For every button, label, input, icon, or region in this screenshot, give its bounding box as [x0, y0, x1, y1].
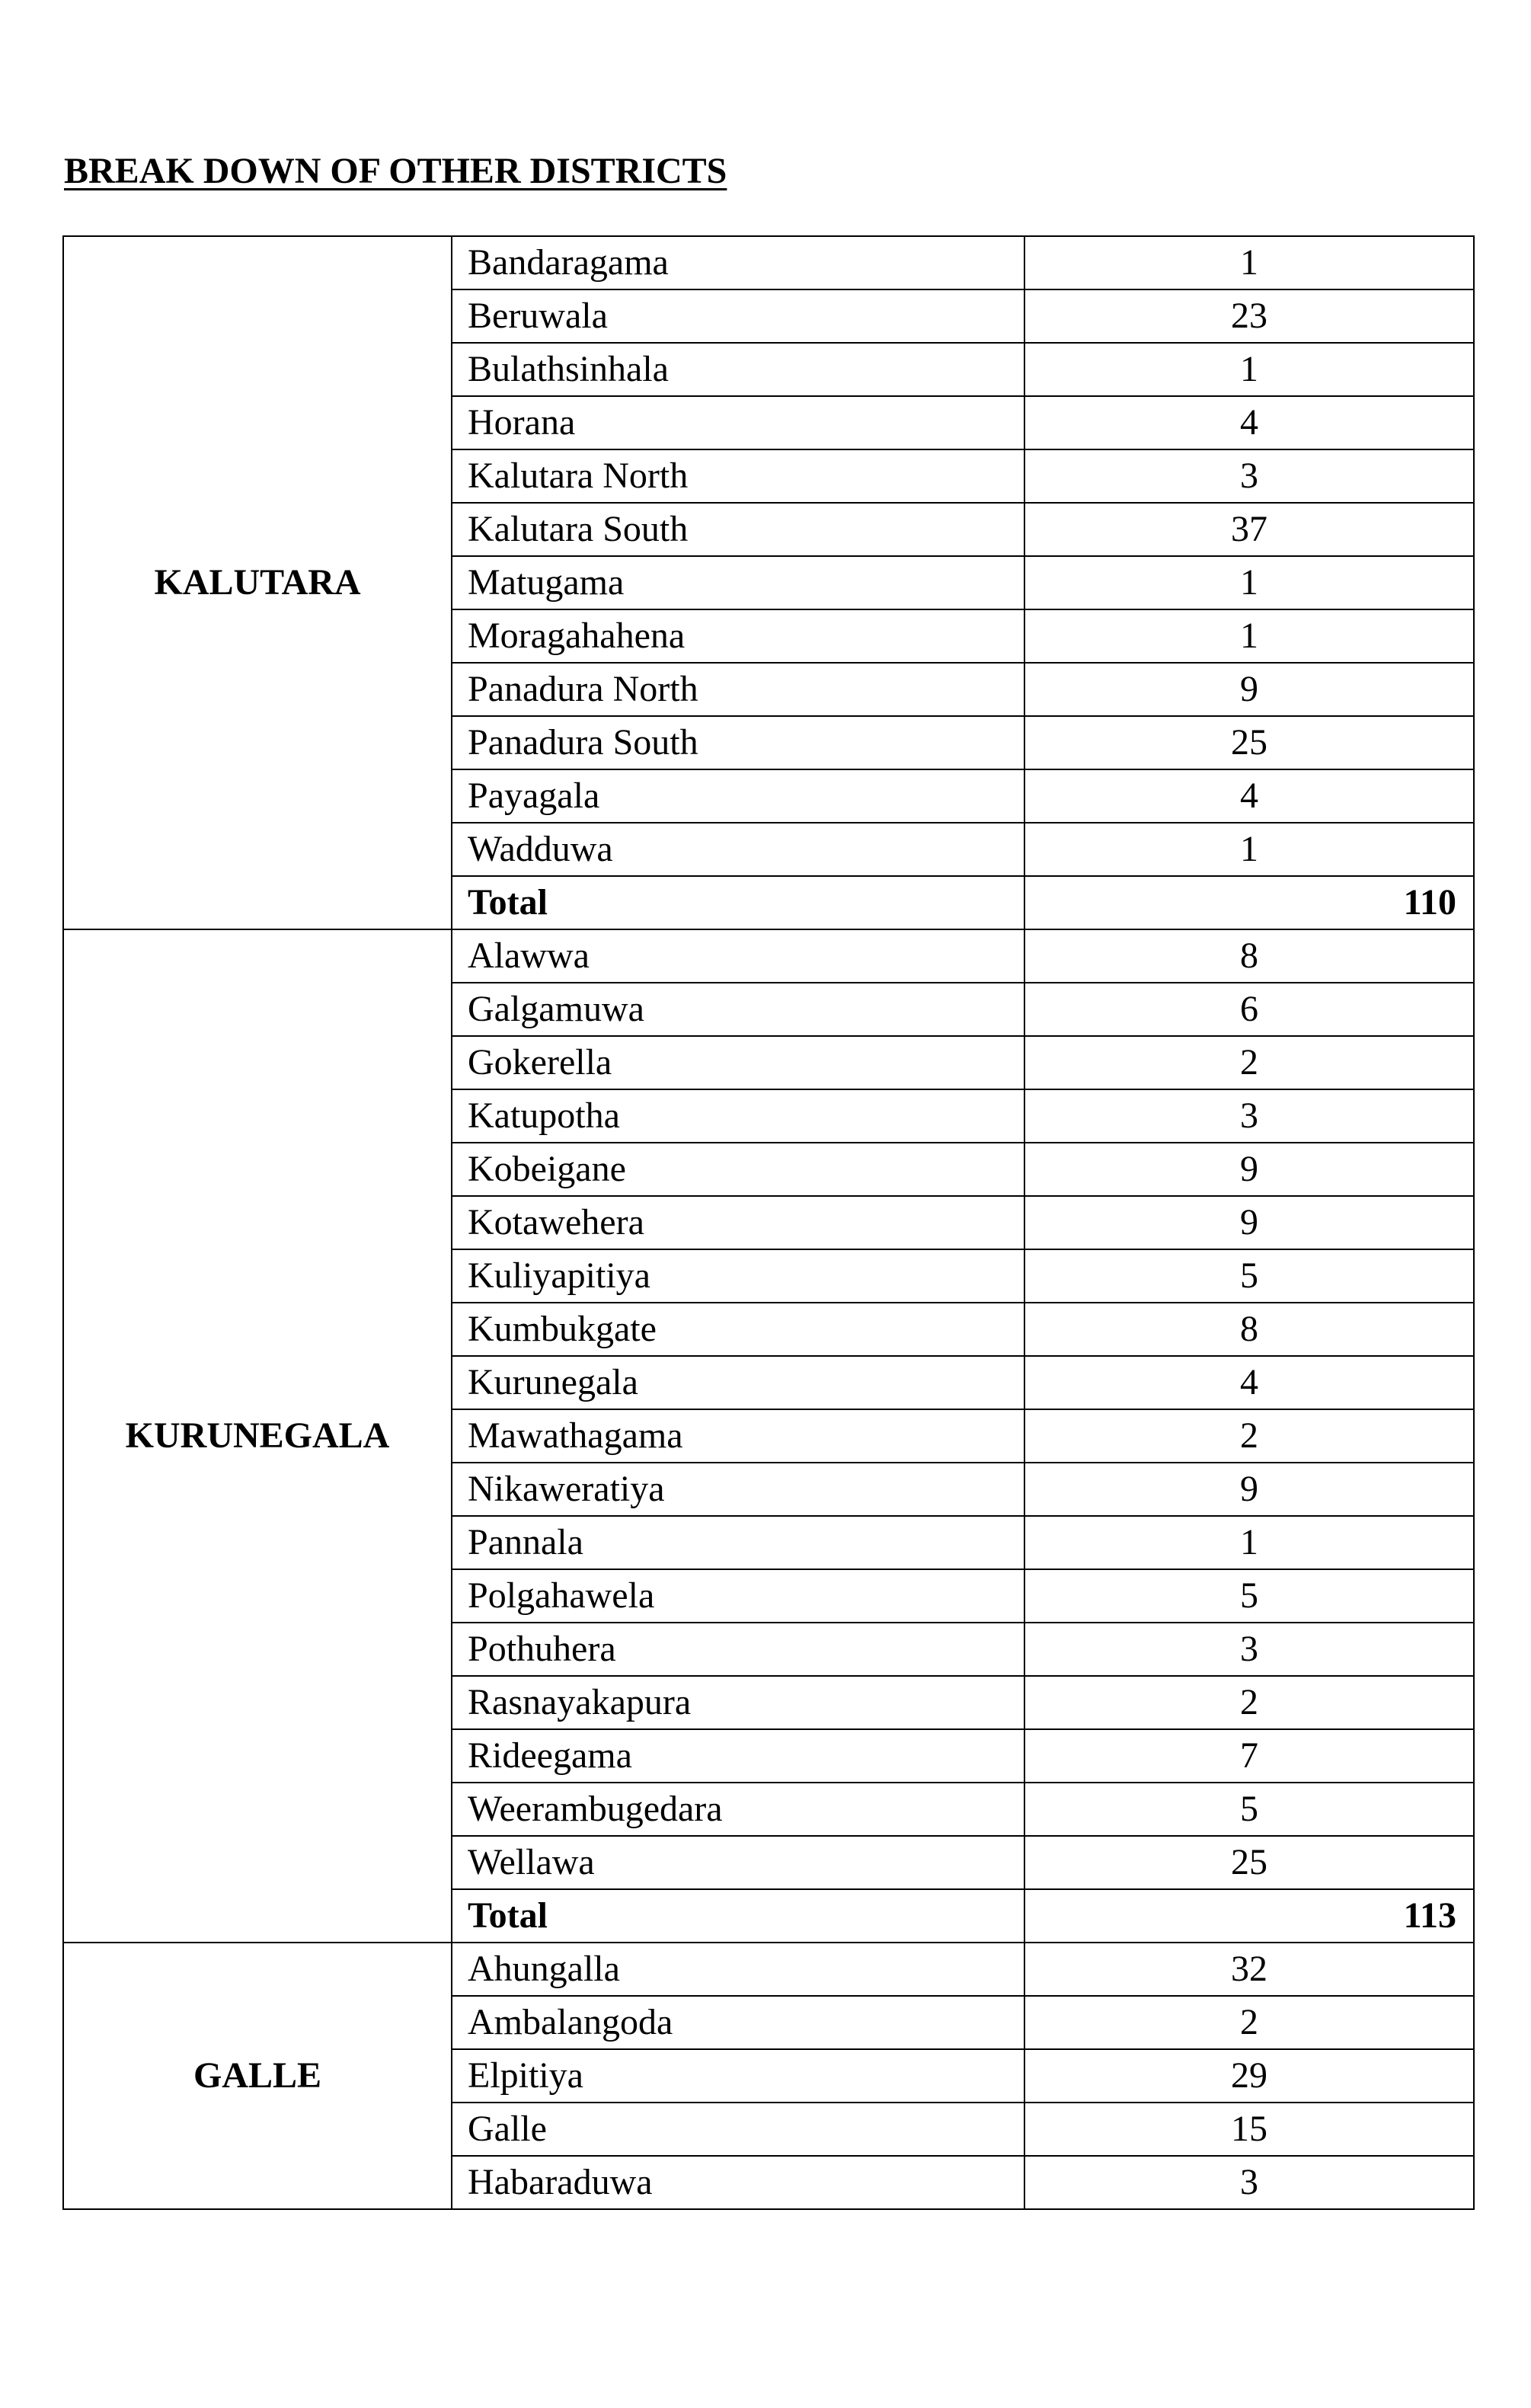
page-title: BREAK DOWN OF OTHER DISTRICTS [64, 151, 727, 191]
area-name: Elpitiya [452, 2049, 1024, 2103]
area-count: 6 [1024, 983, 1474, 1036]
district-name: KURUNEGALA [63, 929, 452, 1943]
area-name: Nikaweratiya [452, 1463, 1024, 1516]
area-name: Kalutara North [452, 449, 1024, 503]
area-count: 1 [1024, 1516, 1474, 1569]
area-name: Payagala [452, 769, 1024, 823]
area-count: 3 [1024, 1089, 1474, 1143]
area-name: Mawathagama [452, 1409, 1024, 1463]
area-count: 9 [1024, 1196, 1474, 1249]
area-count: 2 [1024, 1676, 1474, 1729]
area-name: Ambalangoda [452, 1996, 1024, 2049]
area-count: 8 [1024, 1303, 1474, 1356]
area-name: Kalutara South [452, 503, 1024, 556]
area-count: 4 [1024, 1356, 1474, 1409]
area-count: 37 [1024, 503, 1474, 556]
area-name: Galgamuwa [452, 983, 1024, 1036]
area-name: Kobeigane [452, 1143, 1024, 1196]
area-count: 1 [1024, 236, 1474, 289]
area-count: 1 [1024, 823, 1474, 876]
area-name: Panadura South [452, 716, 1024, 769]
area-count: 9 [1024, 663, 1474, 716]
area-count: 8 [1024, 929, 1474, 983]
total-label: Total [452, 876, 1024, 929]
area-name: Wellawa [452, 1836, 1024, 1889]
area-count: 2 [1024, 1996, 1474, 2049]
area-count: 9 [1024, 1143, 1474, 1196]
area-count: 1 [1024, 343, 1474, 396]
total-value: 110 [1024, 876, 1474, 929]
area-name: Weerambugedara [452, 1783, 1024, 1836]
area-count: 15 [1024, 2103, 1474, 2156]
area-name: Beruwala [452, 289, 1024, 343]
area-name: Polgahawela [452, 1569, 1024, 1623]
area-name: Gokerella [452, 1036, 1024, 1089]
area-name: Galle [452, 2103, 1024, 2156]
area-count: 3 [1024, 2156, 1474, 2209]
area-name: Moragahahena [452, 609, 1024, 663]
area-count: 29 [1024, 2049, 1474, 2103]
area-name: Kuliyapitiya [452, 1249, 1024, 1303]
area-count: 1 [1024, 609, 1474, 663]
area-count: 3 [1024, 1623, 1474, 1676]
district-name: GALLE [63, 1943, 452, 2209]
area-name: Horana [452, 396, 1024, 449]
area-count: 5 [1024, 1569, 1474, 1623]
area-name: Rasnayakapura [452, 1676, 1024, 1729]
table-row [63, 1943, 1474, 1996]
area-count: 4 [1024, 769, 1474, 823]
area-name: Alawwa [452, 929, 1024, 983]
area-name: Wadduwa [452, 823, 1024, 876]
area-count: 2 [1024, 1036, 1474, 1089]
area-name: Matugama [452, 556, 1024, 609]
area-count: 5 [1024, 1783, 1474, 1836]
area-name: Pothuhera [452, 1623, 1024, 1676]
area-name: Bulathsinhala [452, 343, 1024, 396]
area-count: 25 [1024, 716, 1474, 769]
area-count: 23 [1024, 289, 1474, 343]
area-name: Kumbukgate [452, 1303, 1024, 1356]
area-name: Kotawehera [452, 1196, 1024, 1249]
area-count: 1 [1024, 556, 1474, 609]
area-name: Kurunegala [452, 1356, 1024, 1409]
area-name: Pannala [452, 1516, 1024, 1569]
table-row [63, 929, 1474, 983]
area-count: 7 [1024, 1729, 1474, 1783]
area-count: 2 [1024, 1409, 1474, 1463]
area-count: 4 [1024, 396, 1474, 449]
total-value: 113 [1024, 1889, 1474, 1943]
area-count: 9 [1024, 1463, 1474, 1516]
area-name: Panadura North [452, 663, 1024, 716]
area-count: 5 [1024, 1249, 1474, 1303]
area-name: Ahungalla [452, 1943, 1024, 1996]
area-name: Habaraduwa [452, 2156, 1024, 2209]
total-label: Total [452, 1889, 1024, 1943]
table-row [63, 236, 1474, 289]
area-name: Katupotha [452, 1089, 1024, 1143]
area-name: Rideegama [452, 1729, 1024, 1783]
district-breakdown-table [62, 235, 1475, 2210]
area-count: 25 [1024, 1836, 1474, 1889]
area-count: 3 [1024, 449, 1474, 503]
area-count: 32 [1024, 1943, 1474, 1996]
district-name: KALUTARA [63, 236, 452, 929]
area-name: Bandaragama [452, 236, 1024, 289]
